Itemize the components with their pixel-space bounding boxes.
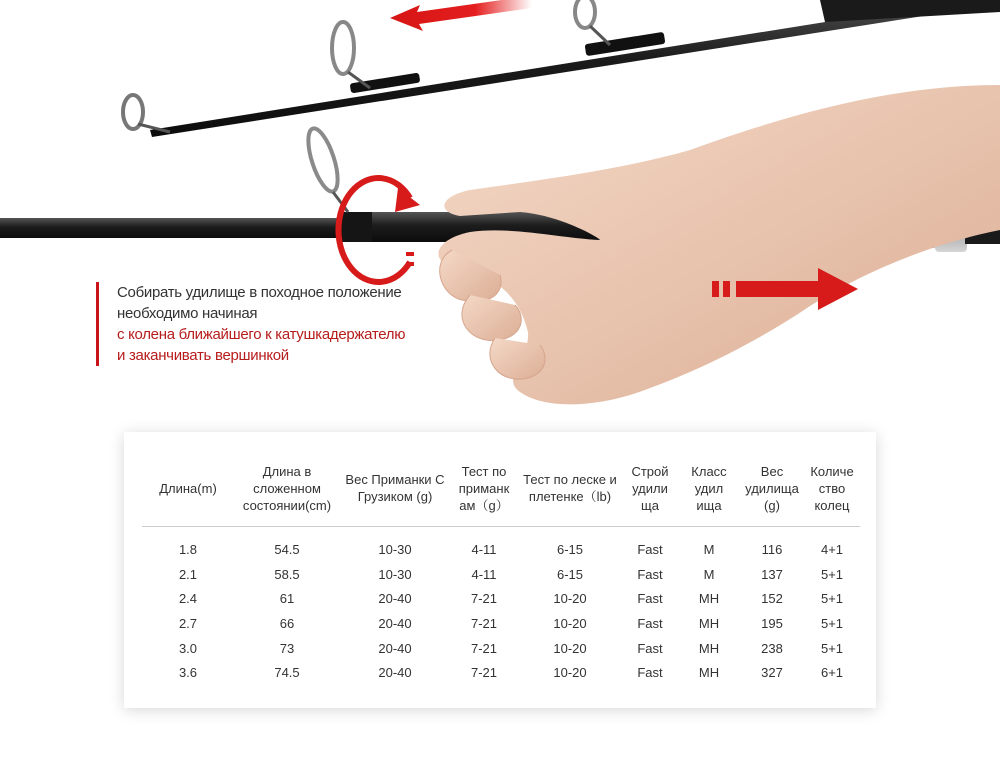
table-header-row <box>142 458 860 527</box>
specifications-card <box>124 432 876 708</box>
table-cell: 327 <box>761 665 783 681</box>
table-cell: Fast <box>637 566 663 582</box>
table-cell: MH <box>698 640 720 656</box>
table-cell: 73 <box>279 640 295 656</box>
arrow-left-icon <box>390 0 532 31</box>
table-cell: 7-21 <box>470 591 498 607</box>
column-header: Вес удилища (g) <box>740 458 804 527</box>
table-cell: Fast <box>637 615 663 631</box>
table-cell: 238 <box>761 640 783 656</box>
table-cell: 10-20 <box>553 640 587 656</box>
table-cell: 4-11 <box>471 541 497 557</box>
table-cell: 3.0 <box>178 640 198 656</box>
table-cell: 5+1 <box>820 640 844 656</box>
table-cell: 10-20 <box>553 665 587 681</box>
table-cell: Fast <box>637 591 663 607</box>
table-row <box>142 562 860 587</box>
table-cell: MH <box>698 665 720 681</box>
table-cell: 2.7 <box>178 615 198 631</box>
assembly-instruction <box>96 282 417 366</box>
table-cell: MH <box>698 591 720 607</box>
instruction-text-highlight: с колена ближайшего к катушкадержателю и заканчивать вершинкой <box>117 326 406 364</box>
column-header: Строй удили ща <box>622 458 678 527</box>
table-cell: 195 <box>761 615 783 631</box>
table-cell: 152 <box>761 591 783 607</box>
table-cell: 10-30 <box>378 541 412 557</box>
column-header: Вес Приманки С Грузиком (g) <box>340 458 450 527</box>
hand-illustration <box>438 85 1000 404</box>
table-cell: 1.8 <box>178 541 198 557</box>
guide-ring-icon <box>575 0 610 45</box>
table-cell: 5+1 <box>820 591 844 607</box>
table-cell: 7-21 <box>470 615 498 631</box>
table-row <box>142 527 860 562</box>
table-cell: 54.5 <box>274 541 300 557</box>
table-cell: 3.6 <box>178 665 198 681</box>
guide-ring-icon <box>123 95 170 132</box>
table-cell: 10-20 <box>553 615 587 631</box>
table-cell: 6+1 <box>820 665 844 681</box>
table-cell: 66 <box>279 615 295 631</box>
table-cell: 20-40 <box>378 640 412 656</box>
table-row <box>142 611 860 636</box>
table-cell: 5+1 <box>820 615 844 631</box>
table-cell: 10-30 <box>378 566 412 582</box>
table-cell: 20-40 <box>378 615 412 631</box>
table-cell: 137 <box>761 566 783 582</box>
table-cell: 116 <box>761 541 783 557</box>
table-cell: M <box>703 541 715 557</box>
table-cell: 5+1 <box>820 566 844 582</box>
table-cell: 10-20 <box>553 591 587 607</box>
column-header: Количе ство колец <box>804 458 860 527</box>
specifications-table <box>142 458 860 685</box>
column-header: Длина в сложенном состоянии(cm) <box>234 458 340 527</box>
table-cell: 7-21 <box>470 665 498 681</box>
table-cell: 2.1 <box>178 566 198 582</box>
table-row <box>142 586 860 611</box>
table-row <box>142 636 860 661</box>
column-header: Тест по леске и плетенке（lb) <box>518 458 622 527</box>
guide-ring-icon <box>332 22 370 88</box>
table-cell: 4+1 <box>820 541 844 557</box>
table-cell: 2.4 <box>178 591 198 607</box>
table-cell: Fast <box>637 665 663 681</box>
table-row <box>142 660 860 685</box>
table-cell: 20-40 <box>378 665 412 681</box>
column-header: Класс удил ища <box>678 458 740 527</box>
table-cell: 7-21 <box>470 640 498 656</box>
table-cell: 61 <box>279 591 295 607</box>
column-header: Длина(m) <box>142 458 234 527</box>
table-cell: MH <box>698 615 720 631</box>
table-cell: 74.5 <box>274 665 300 681</box>
instruction-text: Собирать удилище в походное положение необходимо начиная <box>117 284 402 322</box>
guide-ring-icon <box>302 125 348 212</box>
table-cell: 20-40 <box>378 591 412 607</box>
table-cell: 6-15 <box>556 566 584 582</box>
table-cell: 4-11 <box>471 566 497 582</box>
column-header: Тест по приманк ам（g） <box>450 458 518 527</box>
table-cell: Fast <box>637 640 663 656</box>
table-cell: 58.5 <box>274 566 300 582</box>
table-cell: Fast <box>637 541 663 557</box>
table-cell: 6-15 <box>556 541 584 557</box>
table-cell: M <box>703 566 715 582</box>
